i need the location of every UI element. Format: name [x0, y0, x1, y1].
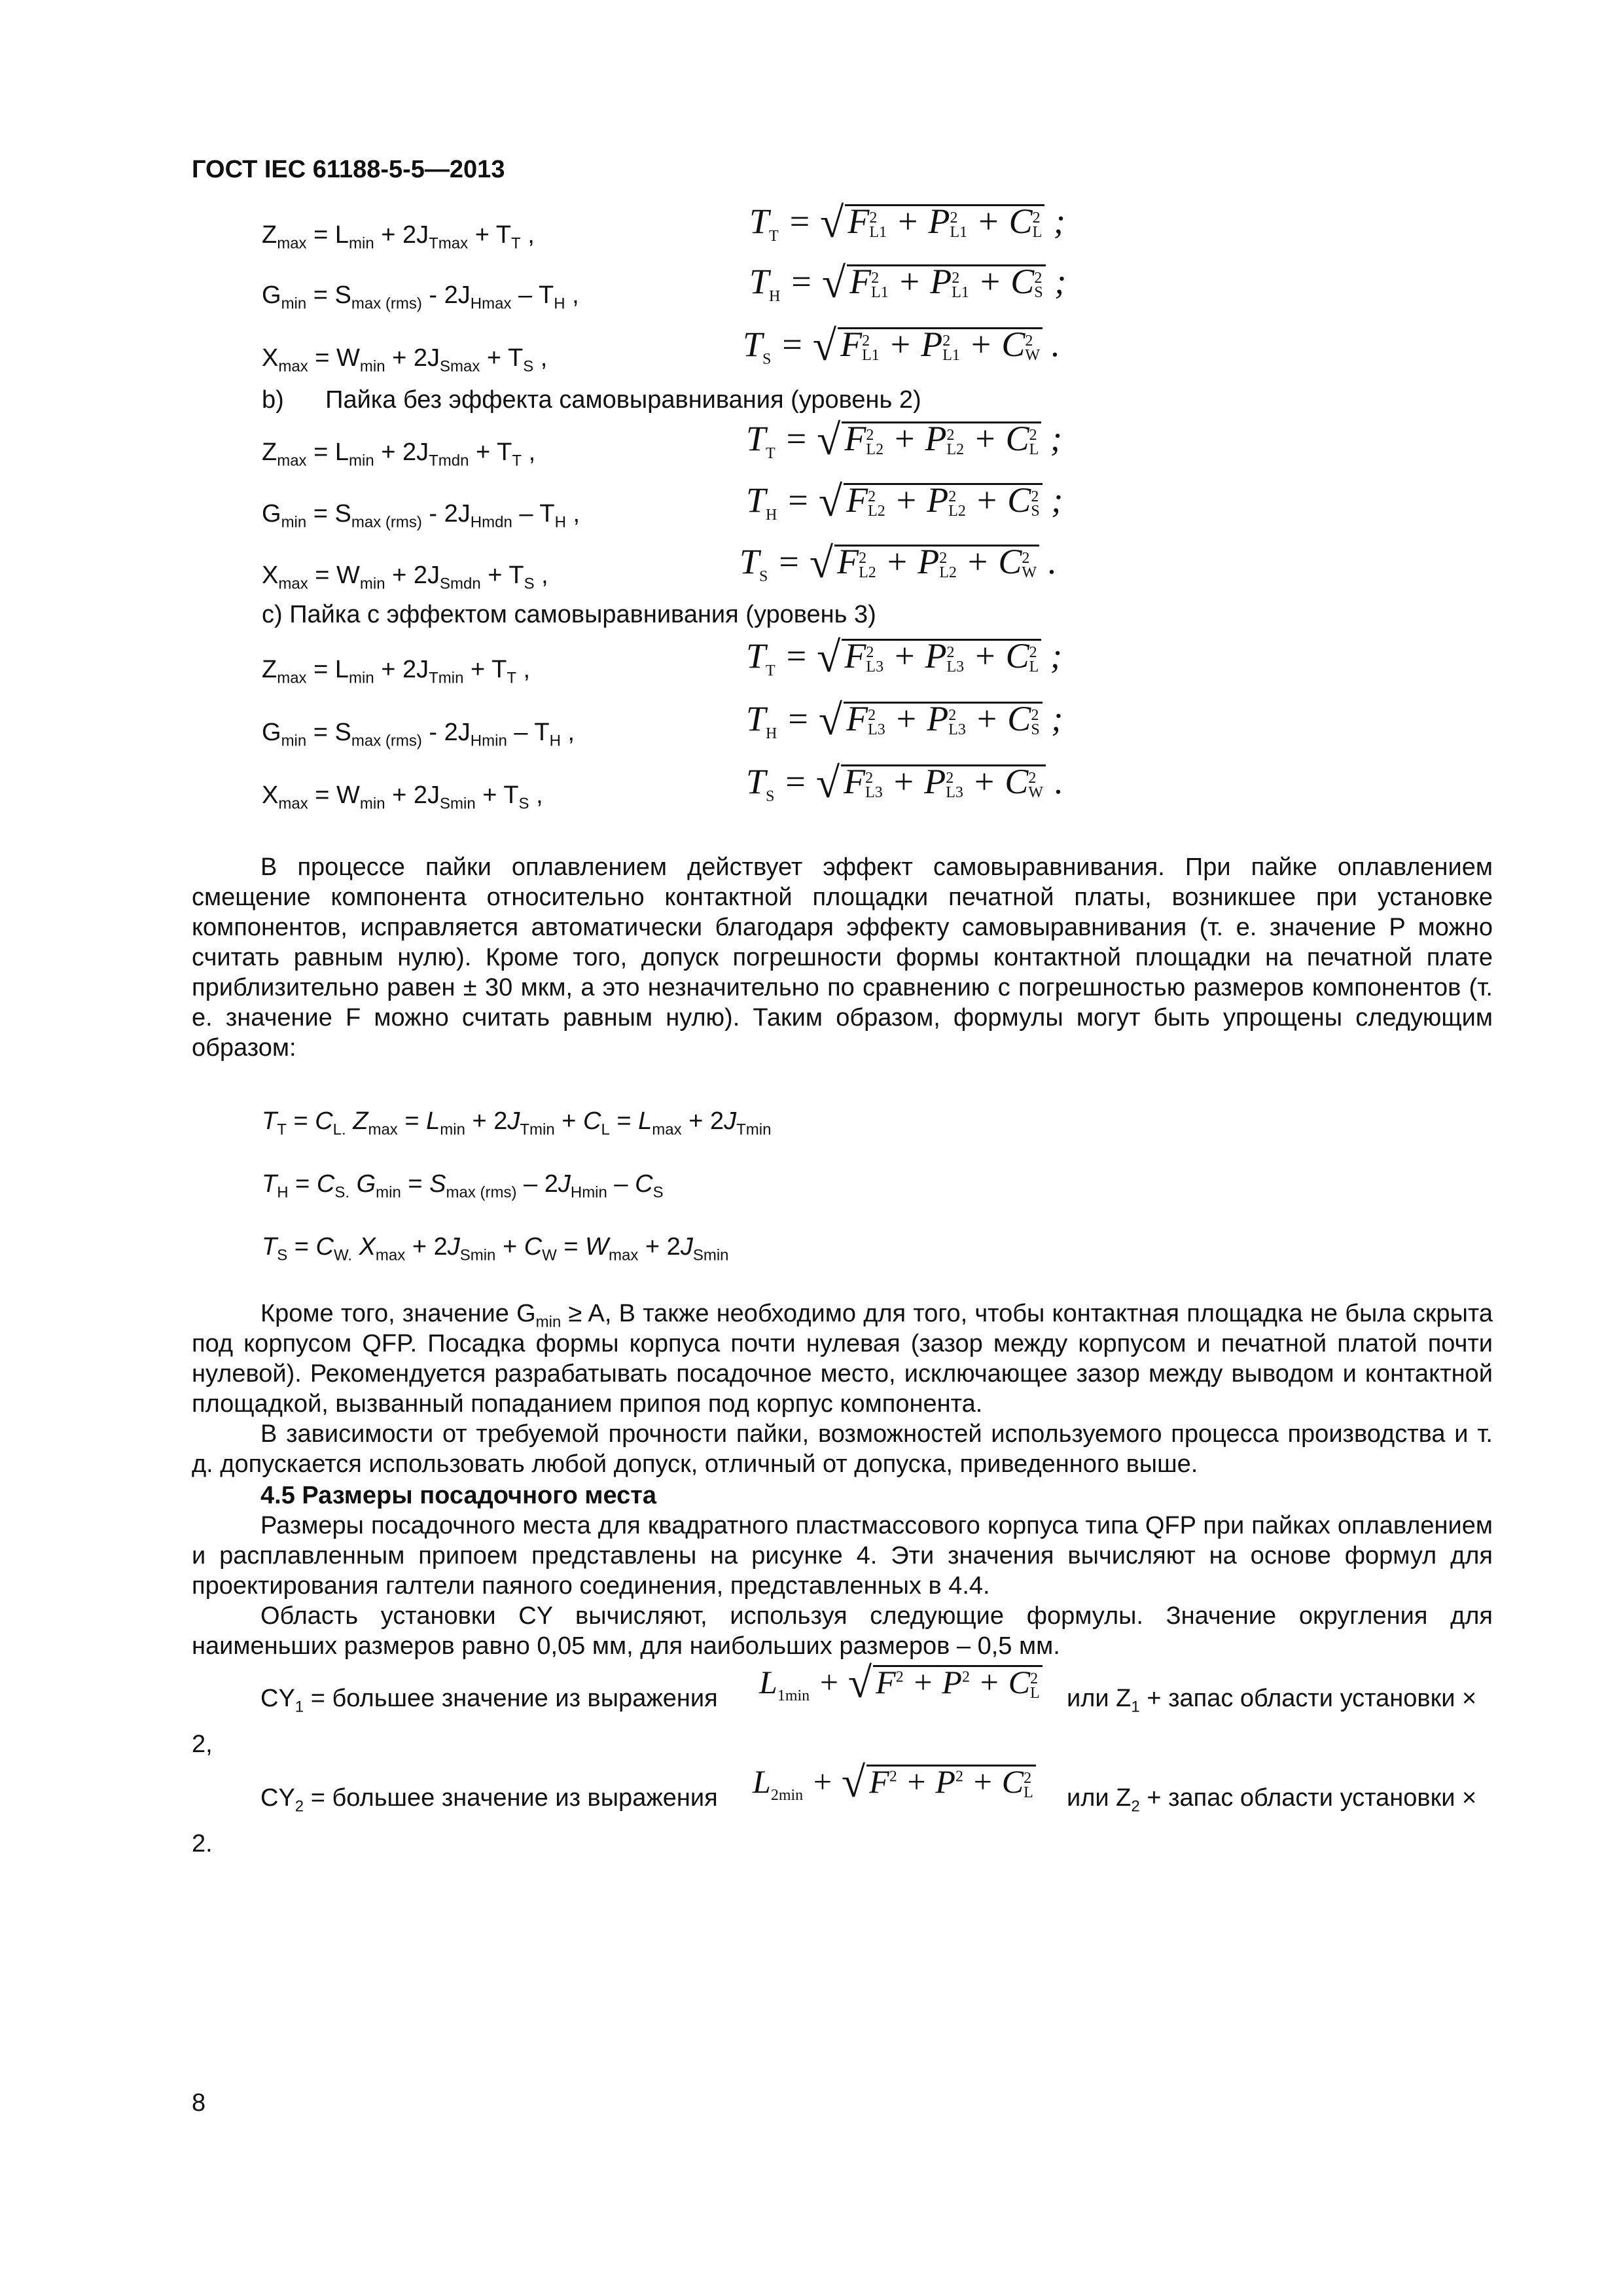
formula-th-level3: $T_H$ = √ F 2 L3 + P 2 L3 + C 2 S ;	[746, 696, 1063, 744]
page-number: 8	[192, 2089, 206, 2117]
cy2-expression: $L_{2min}$ + √ $F^2 + P^2 + C$ 2 L	[753, 1765, 1036, 1800]
paragraph-self-alignment: В процессе пайки оплавлением действует эффект самовыравнивания. При пайке оплавлением смещение компонента относительно контактной площадки печатной платы, возникшее при установке компонентов, исправляется автоматически благодаря эффекту самовыравнивания (т. е. значение P можно считать равным нулю). Кроме того, допуск погрешности формы контактной площадки на печатной плате приблизительно равен ± 30 мкм, а это незначительно по сравнению с погрешностью размеров компонентов (т. е. значение F можно считать равным нулю). Таким образом, формулы могут быть упрощены следующим образом:	[192, 853, 1493, 1062]
cy1-formula-tail: или $Z_1$ + запас области установки ×	[1067, 1685, 1477, 1716]
cy2-formula-text: $CY_2$ = большее значение из выражения	[260, 1784, 718, 1816]
level-c-heading: c) Пайка с эффектом самовыравнивания (уровень 3)	[262, 601, 876, 628]
formula-g-level1: $G_{min} = S_{max (rms)} - 2J_{Hmax} - T_H$ ,	[262, 281, 579, 313]
simplified-formula-h: $T_H = C_{S.}$ $G_{min} = S_{max (rms)} - 2J_{Hmin} - C_S$	[262, 1170, 664, 1202]
formula-z-level3: $Z_{max} = L_{min} + 2J_{Tmin} + T_T$ ,	[262, 656, 531, 687]
formula-tt-level1: $T_T$ = √ F 2 L1 + P 2 L1 + C 2 L ;	[749, 199, 1065, 247]
formula-g-level3: $G_{min} = S_{max (rms)} - 2J_{Hmin} - T_H$ ,	[262, 719, 575, 750]
formula-g-level2: $G_{min} = S_{max (rms)} - 2J_{Hmdn} - T_H$ ,	[262, 500, 580, 531]
level-b-heading: b) Пайка без эффекта самовыравнивания (уровень 2)	[262, 386, 921, 414]
formula-ts-level3: $T_S$ = √ F 2 L3 + P 2 L3 + C 2 W .	[746, 759, 1063, 807]
formula-x-level2: $X_{max} = W_{min} + 2J_{Smdn} + T_S$ ,	[262, 562, 548, 593]
cy1-expression: $L_{1min}$ + √ $F^2 + P^2 + C$ 2 L	[759, 1665, 1043, 1700]
formula-tt-level2: $T_T$ = √ F 2 L2 + P 2 L2 + C 2 L ;	[746, 416, 1062, 464]
formula-th-level1: $T_H$ = √ F 2 L1 + P 2 L1 + C 2 S ;	[749, 259, 1067, 307]
paragraph-gmin-condition: Кроме того, значение $G_{min} \ge A$, В также необходимо для того, чтобы контактная площадка не была скрыта под корпусом QFP. Посадка формы корпуса почти нулевая (зазор между корпусом и печатной платой почти нулевой). Рекомендуется разрабатывать посадочное место, исключающее зазор между выводом и контактной площадкой, вызванный попаданием припоя под корпус компонента.	[192, 1300, 1493, 1418]
formula-z-level1: $Z_{max} = L_{min} + 2J_{Tmax} + T_T$ ,	[262, 221, 535, 253]
cy1-end: 2,	[192, 1731, 213, 1758]
formula-x-level1: $X_{max} = W_{min} + 2J_{Smax} + T_S$ ,	[262, 344, 548, 376]
document-header: ГОСТ IEC 61188-5-5—2013	[192, 156, 505, 183]
simplified-formula-s: $T_S = C_{W.}$ $X_{max} + 2J_{Smin} + C_W = W_{max} + 2J_{Smin}$	[262, 1233, 729, 1265]
paragraph-courtyard: Область установки CY вычисляют, используя следующие формулы. Значение округления для наименьших размеров равно 0,05 мм, для наибольших размеров – 0,5 мм.	[192, 1602, 1493, 1660]
formula-tt-level3: $T_T$ = √ F 2 L3 + P 2 L3 + C 2 L ;	[746, 634, 1062, 681]
section-title: 4.5 Размеры посадочного места	[260, 1482, 656, 1509]
formula-x-level3: $X_{max} = W_{min} + 2J_{Smin} + T_S$ ,	[262, 781, 543, 813]
cy2-end: 2.	[192, 1830, 213, 1857]
paragraph-land-pattern: Размеры посадочного места для квадратного пластмассового корпуса типа QFP при пайках оплавлением и расплавленным припоем представлены на рисунке 4. Эти значения вычисляют на основе формул для проектирования галтели паяного соединения, представленных в 4.4.	[192, 1512, 1493, 1600]
formula-z-level2: $Z_{max} = L_{min} + 2J_{Tmdn} + T_T$ ,	[262, 439, 536, 470]
cy2-formula-tail: или $Z_2$ + запас области установки ×	[1067, 1784, 1477, 1816]
formula-ts-level2: $T_S$ = √ F 2 L2 + P 2 L2 + C 2 W .	[740, 539, 1057, 587]
cy1-formula-text: $CY_1$ = большее значение из выражения	[260, 1685, 718, 1716]
simplified-formula-t: $T_T = C_{L.}$ $Z_{max} = L_{min} + 2J_{Tmin} + C_L = L_{max} + 2J_{Tmin}$	[262, 1107, 772, 1139]
formula-th-level2: $T_H$ = √ F 2 L2 + P 2 L2 + C 2 S ;	[746, 478, 1063, 526]
formula-ts-level1: $T_S$ = √ F 2 L1 + P 2 L1 + C 2 W .	[743, 322, 1060, 370]
paragraph-tolerance: В зависимости от требуемой прочности пайки, возможностей используемого процесса производства и т. д. допускается использовать любой допуск, отличный от допуска, приведенного выше.	[192, 1420, 1493, 1478]
